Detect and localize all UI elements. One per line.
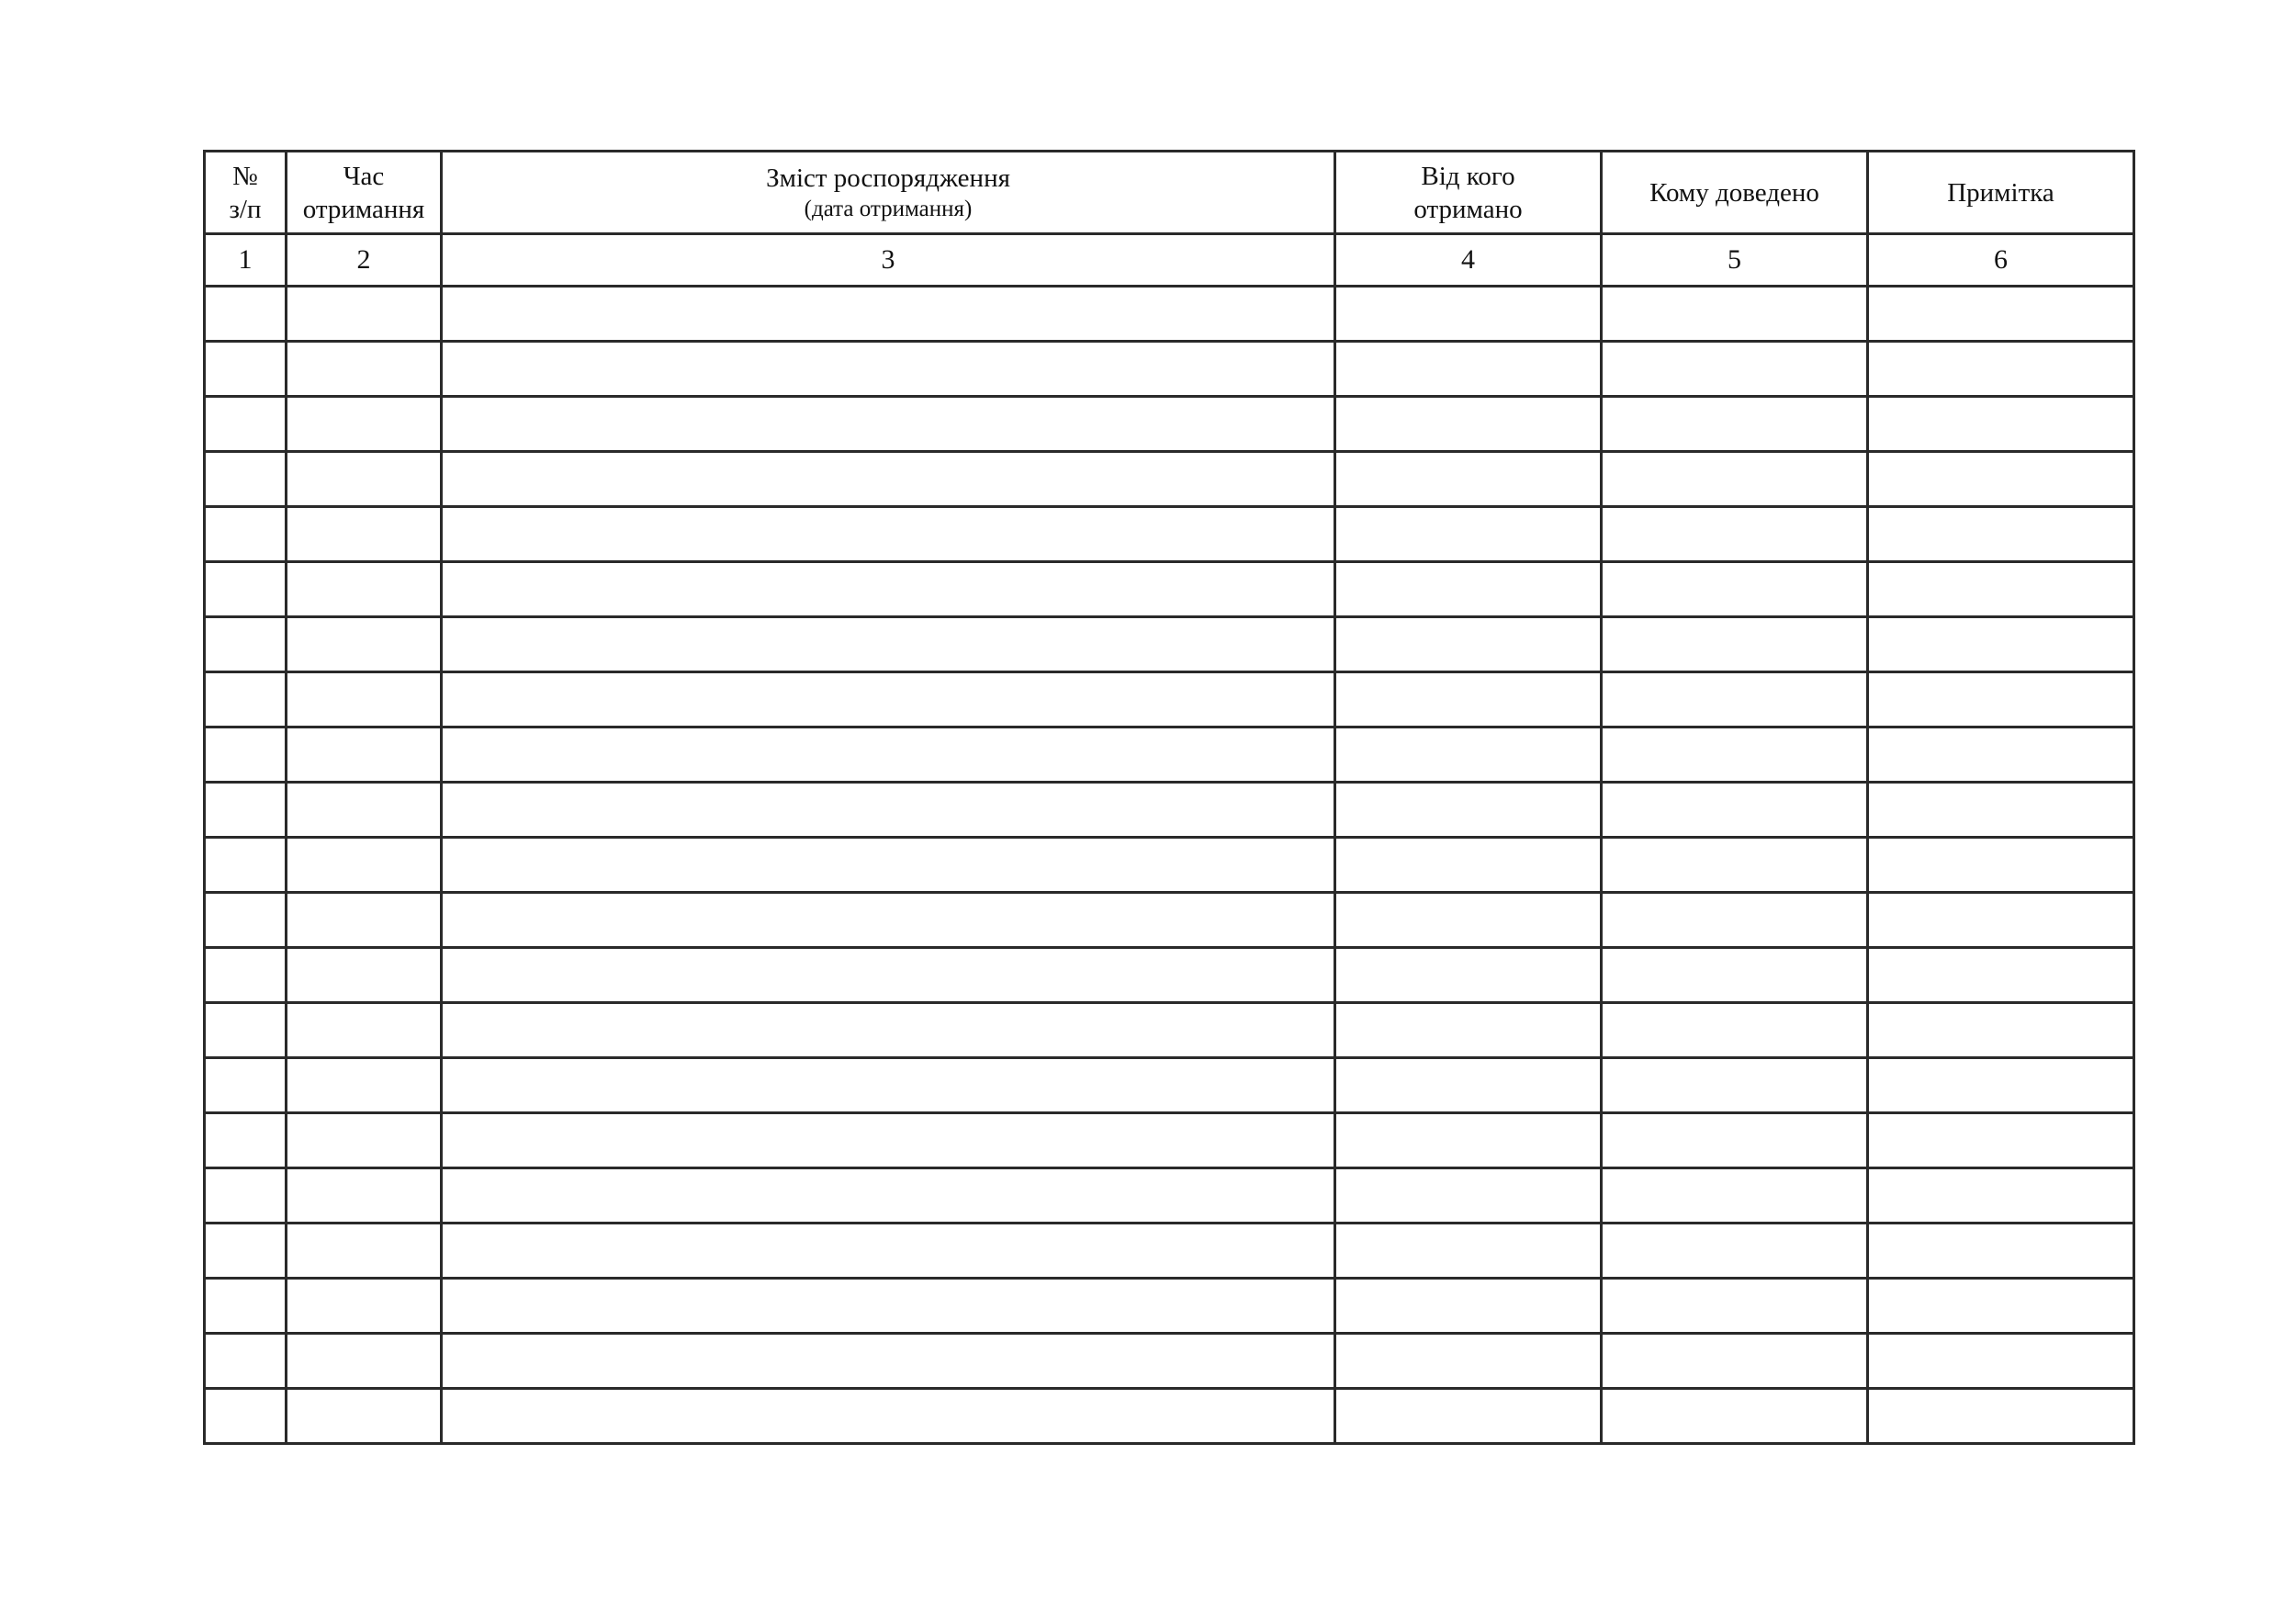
table-cell bbox=[205, 562, 287, 617]
table-cell bbox=[1602, 1224, 1868, 1279]
table-cell bbox=[205, 1279, 287, 1334]
table-cell bbox=[1335, 948, 1602, 1003]
table-row bbox=[205, 1389, 2134, 1444]
table-cell bbox=[1602, 893, 1868, 948]
table-cell bbox=[287, 1168, 442, 1224]
table-cell bbox=[1868, 342, 2134, 397]
table-row bbox=[205, 342, 2134, 397]
header-number-line-2: з/п bbox=[229, 194, 262, 224]
table-cell bbox=[1868, 562, 2134, 617]
header-note-line-1: Примітка bbox=[1947, 177, 2054, 208]
column-number-1: 1 bbox=[205, 234, 287, 287]
table-cell bbox=[442, 727, 1335, 783]
table-cell bbox=[442, 948, 1335, 1003]
table-cell bbox=[1335, 397, 1602, 452]
orders-journal-table bbox=[203, 150, 2135, 1445]
table-cell bbox=[1335, 452, 1602, 507]
table-cell bbox=[1602, 1334, 1868, 1389]
table-cell bbox=[205, 1224, 287, 1279]
table-cell bbox=[205, 287, 287, 342]
table-cell bbox=[442, 838, 1335, 893]
table-cell bbox=[205, 893, 287, 948]
table-cell bbox=[442, 1279, 1335, 1334]
table-cell bbox=[205, 1389, 287, 1444]
table-cell bbox=[1868, 287, 2134, 342]
table-cell bbox=[287, 783, 442, 838]
table-cell bbox=[1335, 1389, 1602, 1444]
table-cell bbox=[205, 1113, 287, 1168]
column-number-3: 3 bbox=[442, 234, 1335, 287]
table-cell bbox=[205, 838, 287, 893]
table-cell bbox=[1602, 562, 1868, 617]
header-content-line-1: Зміст роспорядження bbox=[766, 163, 1010, 193]
table-cell bbox=[205, 397, 287, 452]
table-cell bbox=[1602, 1279, 1868, 1334]
table-cell bbox=[442, 1113, 1335, 1168]
table-cell bbox=[1335, 617, 1602, 672]
table-cell bbox=[205, 1058, 287, 1113]
table-cell bbox=[1602, 617, 1868, 672]
table-cell bbox=[1335, 1224, 1602, 1279]
table-cell bbox=[1868, 397, 2134, 452]
table-cell bbox=[1868, 1113, 2134, 1168]
table-cell bbox=[1868, 948, 2134, 1003]
header-received-from bbox=[1335, 152, 1602, 234]
table-cell bbox=[1335, 672, 1602, 727]
table-cell bbox=[442, 1003, 1335, 1058]
table-cell bbox=[205, 617, 287, 672]
header-time-line-2: отримання bbox=[302, 194, 425, 224]
table-cell bbox=[287, 397, 442, 452]
table-cell bbox=[442, 452, 1335, 507]
table-cell bbox=[1868, 1279, 2134, 1334]
table-cell bbox=[1335, 1168, 1602, 1224]
header-order-content bbox=[442, 152, 1335, 234]
table-cell bbox=[1602, 1389, 1868, 1444]
table-cell bbox=[1335, 1279, 1602, 1334]
table-cell bbox=[1335, 1003, 1602, 1058]
table-cell bbox=[205, 672, 287, 727]
table-cell bbox=[287, 1003, 442, 1058]
table-cell bbox=[287, 1279, 442, 1334]
table-cell bbox=[287, 342, 442, 397]
table-cell bbox=[442, 397, 1335, 452]
table-row bbox=[205, 1224, 2134, 1279]
table-row bbox=[205, 672, 2134, 727]
table-cell bbox=[1868, 452, 2134, 507]
column-number-2: 2 bbox=[287, 234, 442, 287]
table-cell bbox=[1602, 1003, 1868, 1058]
table-row bbox=[205, 1003, 2134, 1058]
header-time-line-1: Час bbox=[343, 161, 385, 191]
table-cell bbox=[1868, 783, 2134, 838]
table-row bbox=[205, 838, 2134, 893]
table-cell bbox=[287, 562, 442, 617]
table-cell bbox=[287, 452, 442, 507]
column-number-row bbox=[205, 234, 2134, 287]
table-cell bbox=[205, 1003, 287, 1058]
table-cell bbox=[1602, 452, 1868, 507]
table-cell bbox=[1335, 287, 1602, 342]
table-row bbox=[205, 893, 2134, 948]
header-time-received bbox=[287, 152, 442, 234]
table-cell bbox=[287, 838, 442, 893]
table-cell bbox=[1335, 893, 1602, 948]
table-row bbox=[205, 1113, 2134, 1168]
table-cell bbox=[442, 672, 1335, 727]
table-row bbox=[205, 397, 2134, 452]
table-cell bbox=[205, 342, 287, 397]
table-cell bbox=[1602, 342, 1868, 397]
journal-sheet bbox=[203, 150, 2133, 1445]
table-cell bbox=[442, 562, 1335, 617]
table-cell bbox=[442, 342, 1335, 397]
table-cell bbox=[1868, 1389, 2134, 1444]
table-cell bbox=[1335, 727, 1602, 783]
column-number-4: 4 bbox=[1335, 234, 1602, 287]
table-cell bbox=[1602, 397, 1868, 452]
table-cell bbox=[205, 727, 287, 783]
header-content-sub: (дата отримання) bbox=[804, 196, 973, 221]
table-cell bbox=[287, 893, 442, 948]
table-cell bbox=[1602, 727, 1868, 783]
table-row bbox=[205, 452, 2134, 507]
header-from-line-1: Від кого bbox=[1421, 161, 1515, 191]
table-cell bbox=[1602, 838, 1868, 893]
table-cell bbox=[205, 452, 287, 507]
table-cell bbox=[1602, 507, 1868, 562]
header-communicated-to bbox=[1602, 152, 1868, 234]
table-cell bbox=[1868, 1168, 2134, 1224]
table-cell bbox=[442, 617, 1335, 672]
table-cell bbox=[205, 1168, 287, 1224]
table-cell bbox=[1868, 507, 2134, 562]
table-cell bbox=[1335, 562, 1602, 617]
table-cell bbox=[1868, 893, 2134, 948]
table-cell bbox=[1868, 838, 2134, 893]
table-cell bbox=[287, 507, 442, 562]
table-cell bbox=[1602, 1058, 1868, 1113]
table-cell bbox=[442, 783, 1335, 838]
table-cell bbox=[287, 617, 442, 672]
table-cell bbox=[287, 1058, 442, 1113]
table-cell bbox=[1868, 672, 2134, 727]
table-row bbox=[205, 1058, 2134, 1113]
header-note bbox=[1868, 152, 2134, 234]
table-cell bbox=[442, 287, 1335, 342]
table-cell bbox=[1868, 1334, 2134, 1389]
column-number-5: 5 bbox=[1602, 234, 1868, 287]
table-cell bbox=[1335, 1113, 1602, 1168]
table-row bbox=[205, 1168, 2134, 1224]
table-cell bbox=[442, 1224, 1335, 1279]
table-cell bbox=[442, 1168, 1335, 1224]
table-cell bbox=[287, 727, 442, 783]
table-cell bbox=[1602, 672, 1868, 727]
table-cell bbox=[442, 507, 1335, 562]
table-cell bbox=[1602, 1168, 1868, 1224]
table-cell bbox=[1335, 838, 1602, 893]
table-row bbox=[205, 287, 2134, 342]
table-cell bbox=[287, 1224, 442, 1279]
table-cell bbox=[1602, 1113, 1868, 1168]
table-cell bbox=[1868, 1058, 2134, 1113]
table-cell bbox=[205, 507, 287, 562]
table-cell bbox=[287, 948, 442, 1003]
table-cell bbox=[1335, 1334, 1602, 1389]
table-cell bbox=[442, 1058, 1335, 1113]
header-number-line-1: № bbox=[232, 161, 258, 191]
table-cell bbox=[205, 948, 287, 1003]
table-cell bbox=[287, 1389, 442, 1444]
table-cell bbox=[442, 1389, 1335, 1444]
table-row bbox=[205, 1279, 2134, 1334]
table-cell bbox=[1868, 1003, 2134, 1058]
table-cell bbox=[1335, 1058, 1602, 1113]
table-cell bbox=[287, 672, 442, 727]
table-row bbox=[205, 1334, 2134, 1389]
table-cell bbox=[442, 893, 1335, 948]
table-row bbox=[205, 617, 2134, 672]
table-cell bbox=[1602, 287, 1868, 342]
header-to-line-1: Кому доведено bbox=[1649, 177, 1819, 208]
table-cell bbox=[1868, 617, 2134, 672]
table-cell bbox=[205, 1334, 287, 1389]
header-row bbox=[205, 152, 2134, 234]
table-cell bbox=[1602, 783, 1868, 838]
table-cell bbox=[287, 1334, 442, 1389]
table-cell bbox=[287, 287, 442, 342]
table-cell bbox=[1335, 342, 1602, 397]
journal-body bbox=[205, 287, 2134, 1444]
table-row bbox=[205, 948, 2134, 1003]
table-row bbox=[205, 562, 2134, 617]
header-number bbox=[205, 152, 287, 234]
table-row bbox=[205, 507, 2134, 562]
table-cell bbox=[442, 1334, 1335, 1389]
table-cell bbox=[287, 1113, 442, 1168]
table-cell bbox=[205, 783, 287, 838]
table-cell bbox=[1602, 948, 1868, 1003]
header-from-line-2: отримано bbox=[1413, 194, 1523, 224]
table-row bbox=[205, 783, 2134, 838]
table-cell bbox=[1335, 507, 1602, 562]
table-cell bbox=[1868, 1224, 2134, 1279]
table-row bbox=[205, 727, 2134, 783]
table-cell bbox=[1868, 727, 2134, 783]
table-cell bbox=[1335, 783, 1602, 838]
column-number-6: 6 bbox=[1868, 234, 2134, 287]
